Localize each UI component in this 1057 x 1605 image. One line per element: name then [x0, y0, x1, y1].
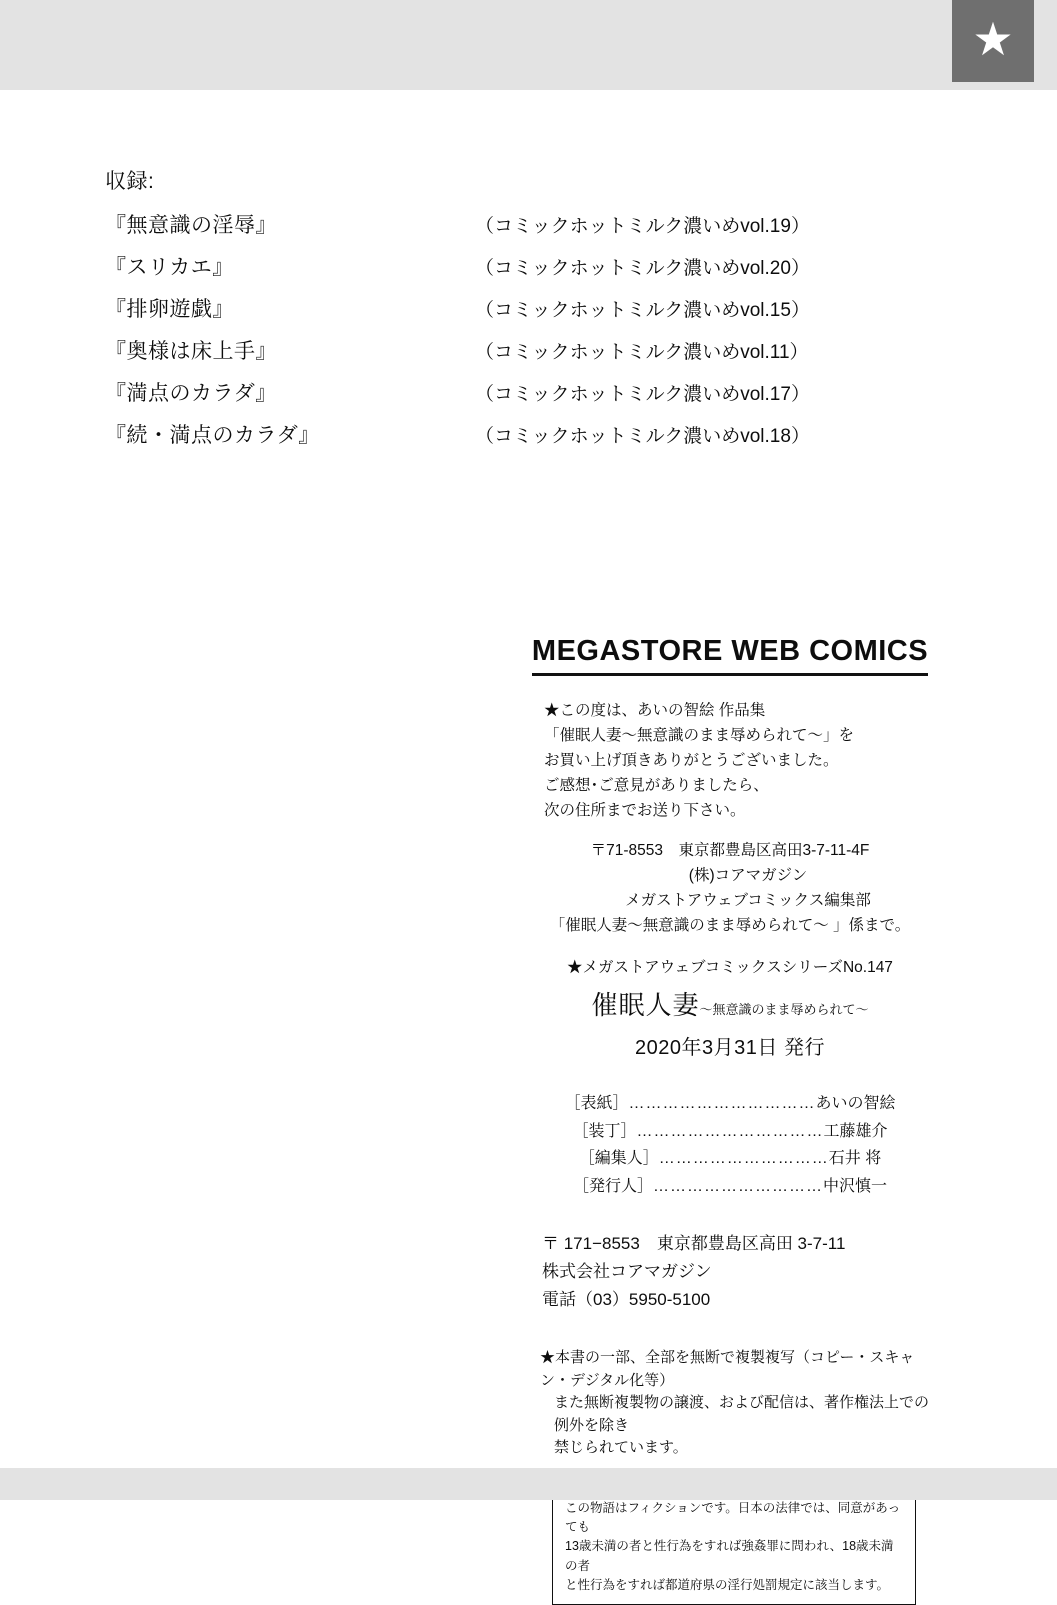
publisher-line: 〒 171−8553 東京都豊島区高田 3-7-11: [542, 1234, 846, 1254]
contents-item-source: （コミックホットミルク濃いめvol.11）: [475, 342, 809, 363]
brand-title: MEGASTORE WEB COMICS: [532, 635, 928, 676]
editorial-address: [520, 838, 940, 938]
credit-name: 中沢慎一: [823, 1177, 888, 1195]
publisher-info: [520, 1230, 940, 1313]
contents-item-title: 『排卵遊戯』: [105, 298, 234, 321]
contents-item-source: （コミックホットミルク濃いめvol.17）: [475, 384, 810, 405]
contents-heading: 収録:: [105, 170, 155, 193]
publication-date: 2020年3月31日 発行: [635, 1037, 825, 1060]
list-item: [105, 335, 865, 365]
bottom-grey-band: [0, 1468, 1057, 1500]
contents-item-source: （コミックホットミルク濃いめvol.20）: [475, 258, 810, 279]
disclaimer-line: この物語はフィクションです。日本の法律では、同意があっても: [565, 1500, 901, 1534]
contents-item-source: （コミックホットミルク濃いめvol.18）: [475, 426, 810, 447]
notice-line: また無断複製物の譲渡、および配信は、著作権法上での例外を除き: [554, 1394, 930, 1434]
credit-label: ［表紙］: [564, 1095, 629, 1113]
publisher-line: 株式会社コアマガジン: [542, 1261, 712, 1281]
credit-row: [520, 1118, 940, 1146]
credit-label: ［装丁］: [572, 1122, 637, 1140]
contents-item-title: 『無意識の淫辱』: [105, 214, 277, 237]
credit-dots: …………………………: [658, 1150, 829, 1168]
copyright-notice: [520, 1347, 940, 1460]
credit-name: 工藤雄介: [823, 1122, 888, 1140]
thankyou-message: [520, 698, 940, 824]
credit-name: あいの智絵: [815, 1095, 896, 1113]
contents-item-title: 『続・満点のカラダ』: [105, 424, 320, 447]
book-title-sub: 〜無意識のまま辱められて〜: [699, 1001, 869, 1017]
colophon-section: [520, 635, 940, 1605]
notice-line: 禁じられています。: [554, 1439, 688, 1457]
contents-item-source: （コミックホットミルク濃いめvol.19）: [475, 216, 810, 237]
top-grey-band: [0, 0, 1057, 90]
notice-line: ★本書の一部、全部を無断で複製複写（コピー・スキャン・デジタル化等）: [540, 1349, 915, 1389]
message-line: 「催眠人妻〜無意識のまま辱められて〜」を: [544, 727, 855, 745]
list-item: [105, 293, 865, 323]
message-line: ご感想･ご意見がありましたら、: [544, 777, 769, 795]
address-line: (株)コアマガジン: [688, 866, 808, 884]
message-line: ★この度は、あいの智絵 作品集: [544, 702, 766, 719]
list-item: [105, 377, 865, 407]
credit-dots: ……………………………: [636, 1122, 824, 1140]
disclaimer-line: 13歳未満の者と性行為をすれば強姦罪に問われ、18歳未満の者: [565, 1539, 894, 1573]
contents-section: [105, 165, 865, 461]
series-label: ★メガストアウェブコミックスシリーズNo.147: [567, 958, 893, 976]
address-line: 〒71-8553 東京都豊島区高田3-7-11-4F: [590, 841, 870, 859]
credit-row: [520, 1173, 940, 1201]
message-line: お買い上げ頂きありがとうございました。: [544, 752, 839, 770]
star-icon: ★: [972, 13, 1014, 65]
address-line: 「催眠人妻〜無意識のまま辱められて〜 」係まで。: [549, 916, 911, 934]
star-badge: [952, 0, 1034, 82]
list-item: [105, 251, 865, 281]
contents-item-title: 『スリカエ』: [105, 256, 234, 279]
contents-item-title: 『満点のカラダ』: [105, 382, 277, 405]
brand-wrap: [520, 635, 940, 676]
fiction-disclaimer-box: [552, 1490, 916, 1605]
credits-list: [520, 1090, 940, 1200]
publisher-line: 電話（03）5950-5100: [542, 1289, 711, 1309]
credit-label: ［編集人］: [578, 1150, 659, 1168]
book-title-main: 催眠人妻: [591, 989, 700, 1020]
credit-label: ［発行人］: [572, 1177, 653, 1195]
contents-item-title: 『奥様は床上手』: [105, 340, 277, 363]
address-line: メガストアウェブコミックス編集部: [625, 891, 871, 909]
credit-row: [520, 1090, 940, 1118]
list-item: [105, 419, 865, 449]
series-info: [520, 956, 940, 1064]
book-title: [520, 985, 940, 1027]
disclaimer-line: と性行為をすれば都道府県の淫行処罰規定に該当します。: [565, 1578, 890, 1593]
contents-item-source: （コミックホットミルク濃いめvol.15）: [475, 300, 810, 321]
message-line: 次の住所までお送り下さい。: [544, 802, 746, 820]
credit-row: [520, 1145, 940, 1173]
list-item: [105, 209, 865, 239]
credit-dots: ……………………………: [628, 1095, 816, 1113]
credit-name: 石井 将: [828, 1150, 882, 1168]
credit-dots: …………………………: [653, 1177, 823, 1195]
